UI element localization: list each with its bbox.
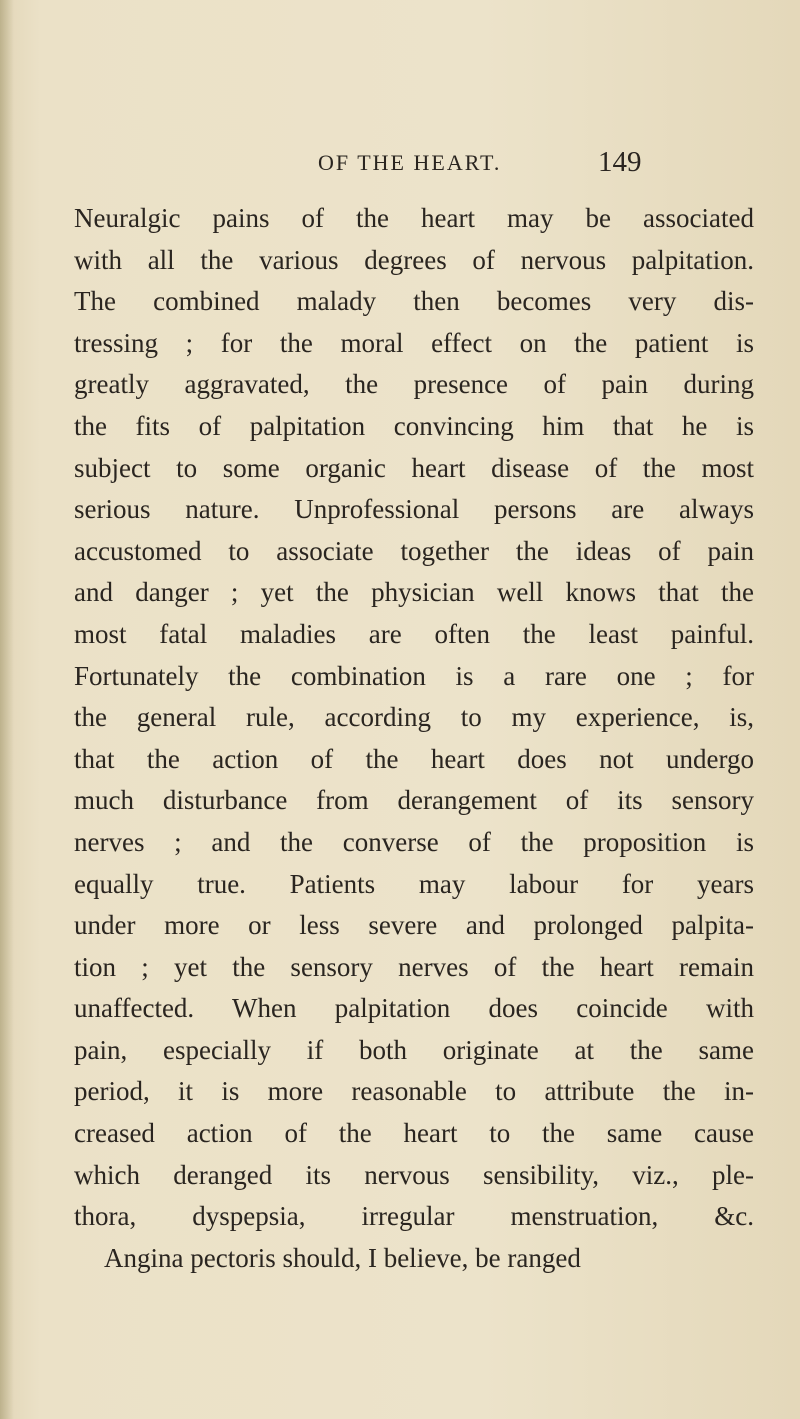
text-line: pain, especially if both originate at the same (74, 1034, 754, 1065)
text-line: that the action of the heart does not undergo (74, 743, 754, 774)
text-line: most fatal maladies are often the least painful. (74, 618, 754, 649)
text-line: the fits of palpitation convincing him that he is (74, 410, 754, 441)
text-line: tressing ; for the moral effect on the patient is (74, 327, 754, 358)
text-line: subject to some organic heart disease of the most (74, 452, 754, 483)
text-line: greatly aggravated, the presence of pain during (74, 369, 754, 400)
text-line: with all the various degrees of nervous palpitation. (74, 244, 754, 275)
text-line: unaffected. When palpitation does coincide with (74, 993, 754, 1024)
text-line: nerves ; and the converse of the proposition is (74, 826, 754, 857)
text-line: Neuralgic pains of the heart may be associated (74, 203, 754, 233)
page-header (0, 146, 800, 190)
text-line: creased action of the heart to the same cause (74, 1118, 754, 1149)
running-head: OF THE HEART. (318, 150, 502, 175)
text-line: the general rule, according to my experience, is, (74, 702, 754, 733)
page-number: 149 (598, 146, 642, 178)
text-line: tion ; yet the sensory nerves of the heart remain (74, 951, 754, 982)
text-line: much disturbance from derangement of its sensory (74, 785, 754, 816)
text-line: Angina pectoris should, I believe, be ranged (104, 1242, 581, 1273)
spine-shadow (0, 0, 14, 1419)
text-line: serious nature. Unprofessional persons are always (74, 494, 754, 525)
text-line: period, it is more reasonable to attribute the in- (74, 1076, 754, 1107)
text-line: and danger ; yet the physician well knows that the (74, 577, 754, 608)
text-line: thora, dyspepsia, irregular menstruation, &c. (74, 1201, 754, 1232)
text-line: Fortunately the combination is a rare one ; for (74, 660, 754, 691)
text-line: accustomed to associate together the ideas of pain (74, 535, 754, 566)
text-line: The combined malady then becomes very dis- (74, 286, 754, 317)
text-line: under more or less severe and prolonged palpita- (74, 910, 754, 941)
body-text (74, 198, 754, 1279)
text-line: which deranged its nervous sensibility, viz., ple- (74, 1159, 754, 1190)
text-line: equally true. Patients may labour for years (74, 868, 754, 899)
